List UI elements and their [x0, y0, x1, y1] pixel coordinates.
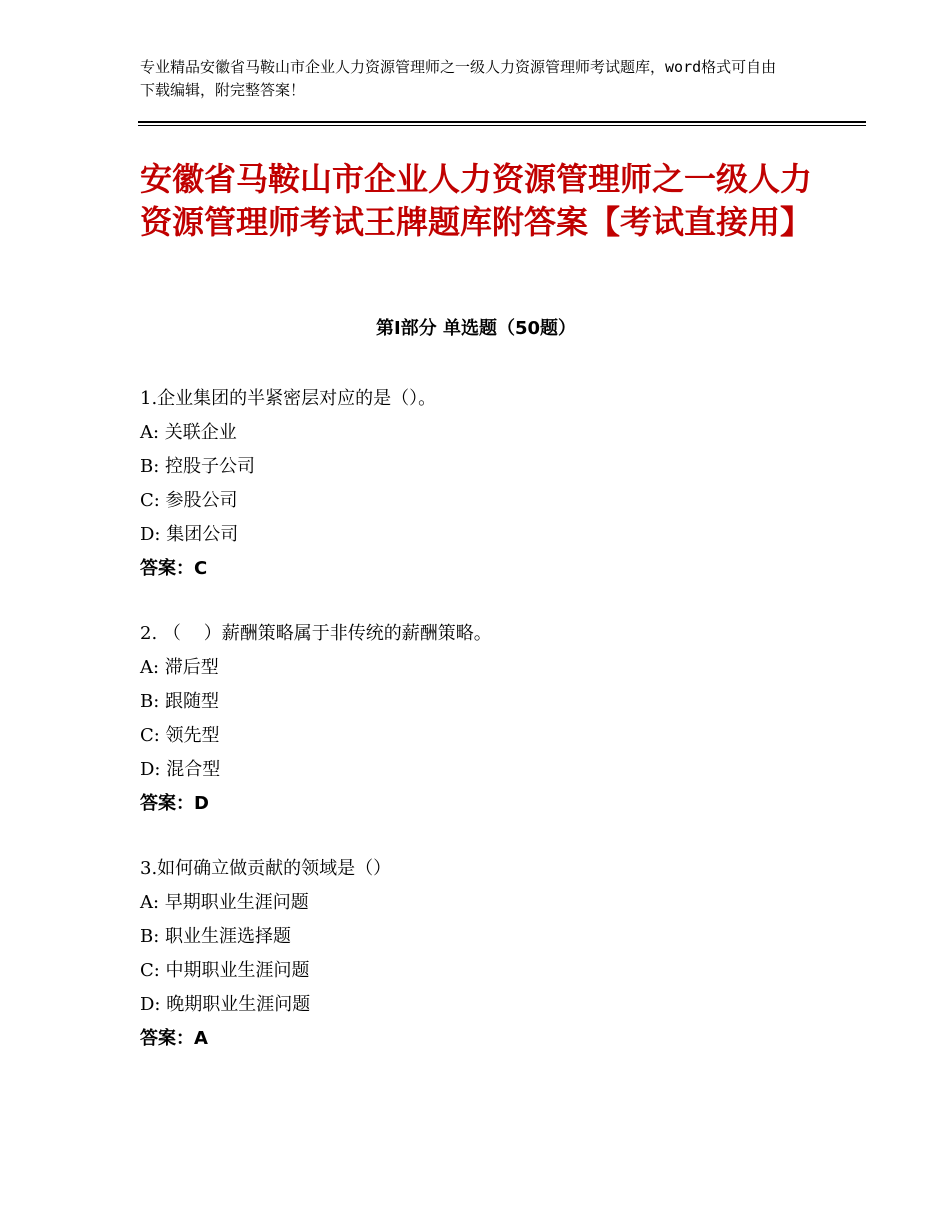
section-heading: 第Ⅰ部分 单选题（50题）	[375, 318, 576, 339]
option-d: D: 集团公司	[140, 524, 239, 545]
option-c: C: 中期职业生涯问题	[140, 960, 310, 981]
question-list	[140, 382, 820, 1087]
answer: 答案：C	[140, 558, 208, 579]
option-a: A: 关联企业	[140, 422, 237, 443]
question-stem: 2. （ ）薪酬策略属于非传统的薪酬策略。	[140, 623, 492, 644]
option-a: A: 早期职业生涯问题	[140, 892, 309, 913]
option-c: C: 参股公司	[140, 490, 238, 511]
header-divider-thin	[138, 125, 866, 126]
question-1	[140, 382, 820, 586]
question-stem: 3.如何确立做贡献的领域是（）	[140, 858, 392, 879]
question-stem: 1.企业集团的半紧密层对应的是（）。	[140, 388, 437, 409]
header-divider-thick	[138, 121, 866, 123]
header-note: 专业精品安徽省马鞍山市企业人力资源管理师之一级人力资源管理师考试题库，word格式可自由下载编辑，附完整答案！	[140, 58, 777, 99]
option-c: C: 领先型	[140, 725, 220, 746]
option-d: D: 混合型	[140, 759, 221, 780]
answer: 答案：D	[140, 793, 209, 814]
answer: 答案：A	[140, 1028, 208, 1049]
question-3	[140, 852, 820, 1056]
option-b: B: 控股子公司	[140, 456, 256, 477]
question-2	[140, 617, 820, 821]
option-b: B: 职业生涯选择题	[140, 926, 292, 947]
option-a: A: 滞后型	[140, 657, 219, 678]
option-b: B: 跟随型	[140, 691, 220, 712]
option-d: D: 晚期职业生涯问题	[140, 994, 311, 1015]
document-title: 安徽省马鞍山市企业人力资源管理师之一级人力资源管理师考试王牌题库附答案【考试直接用】	[140, 160, 813, 241]
